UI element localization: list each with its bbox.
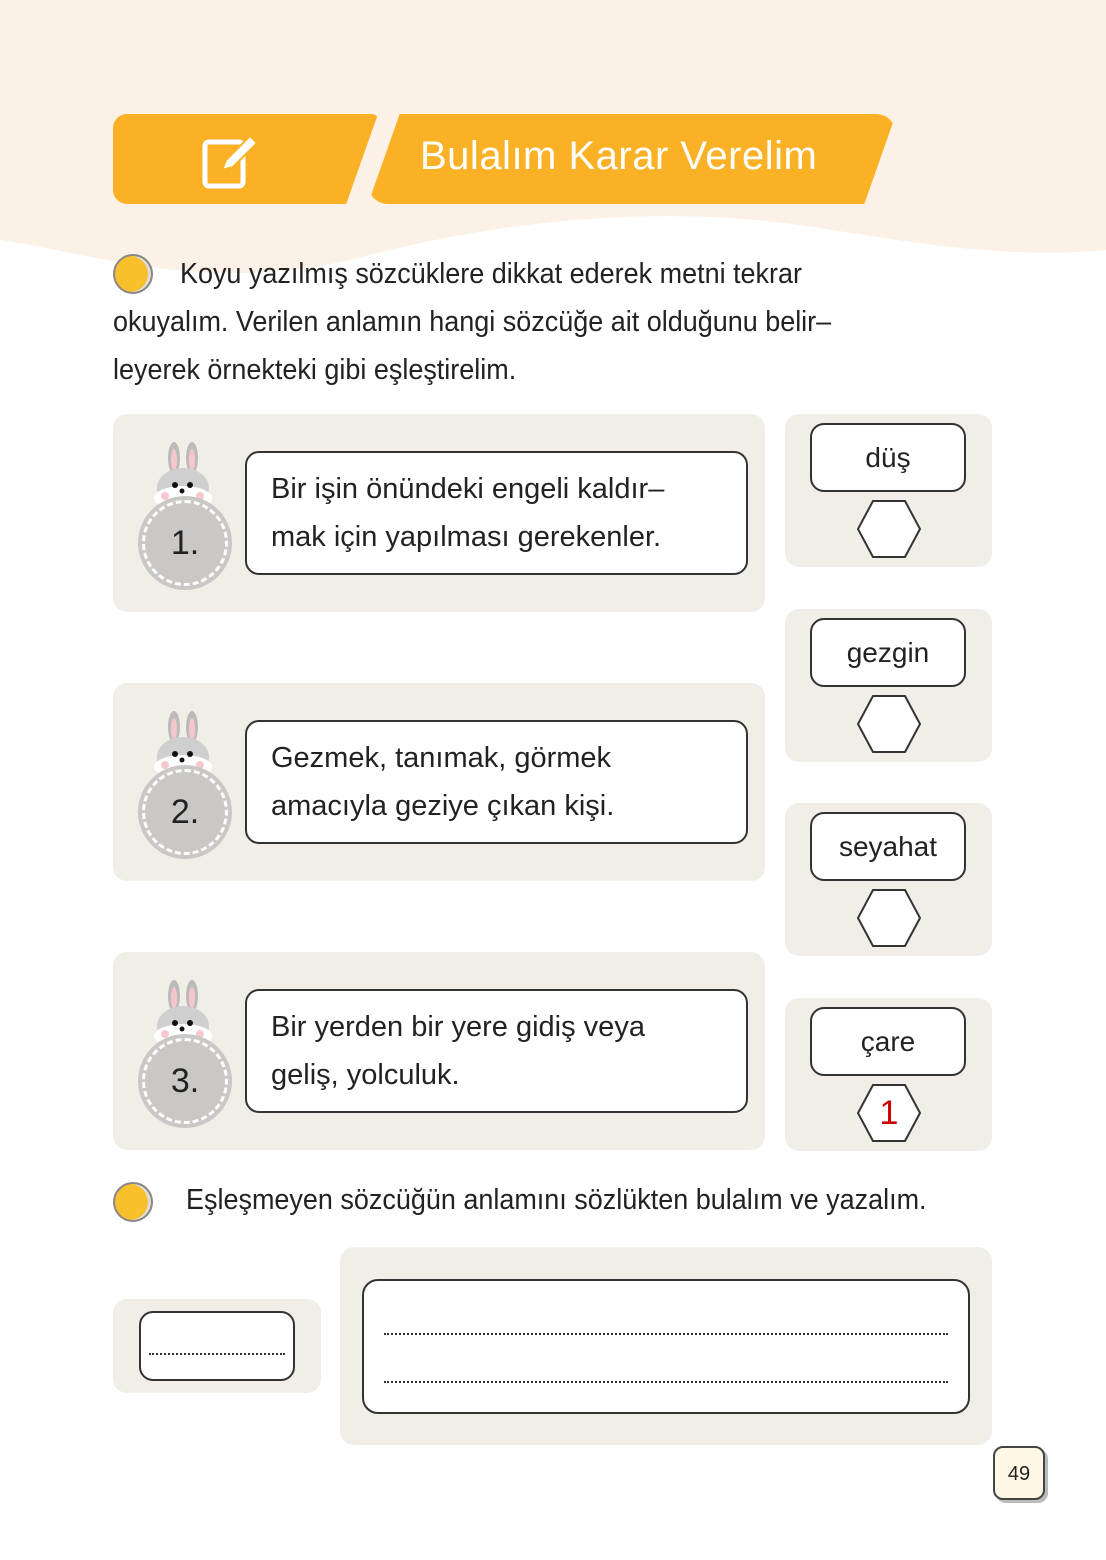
instruction-line: okuyalım. Verilen anlamın hangi sözcüğe ait olduğunu belir– bbox=[113, 306, 832, 338]
hexagon-answer-box[interactable] bbox=[857, 695, 921, 753]
word-box: gezgin bbox=[810, 618, 966, 687]
definition-line: Bir işin önündeki engeli kaldır– bbox=[271, 473, 665, 505]
hexagon-answer-box[interactable] bbox=[857, 500, 921, 558]
page-number: 49 bbox=[993, 1446, 1045, 1500]
item-number: 1. bbox=[142, 500, 228, 586]
definition-box bbox=[245, 451, 748, 575]
bullet-icon bbox=[113, 1182, 153, 1222]
definition-line: mak için yapılması gerekenler. bbox=[271, 521, 662, 553]
answer-number: 1 bbox=[879, 1094, 899, 1132]
answer-definition-field[interactable] bbox=[362, 1279, 970, 1414]
instruction-2: Eşleşmeyen sözcüğün anlamını sözlükten bulalım ve yazalım. bbox=[186, 1184, 927, 1216]
definition-box bbox=[245, 989, 748, 1113]
word-box: düş bbox=[810, 423, 966, 492]
hexagon-answer-box[interactable] bbox=[857, 889, 921, 947]
definition-line: Bir yerden bir yere gidiş veya bbox=[271, 1011, 645, 1043]
instruction-2-wrap bbox=[186, 1176, 986, 1224]
definition-line: geliş, yolculuk. bbox=[271, 1059, 460, 1091]
instruction-line: leyerek örnekteki gibi eşleştirelim. bbox=[113, 354, 517, 386]
definition-line: amacıyla geziye çıkan kişi. bbox=[271, 790, 615, 822]
definition-line: Gezmek, tanımak, görmek bbox=[271, 742, 612, 774]
edit-icon bbox=[200, 130, 260, 190]
item-number: 2. bbox=[142, 769, 228, 855]
instruction-line: Koyu yazılmış sözcüklere dikkat ederek metni tekrar bbox=[179, 258, 803, 290]
item-number: 3. bbox=[142, 1038, 228, 1124]
instruction-text bbox=[113, 250, 993, 394]
page-title: Bulalım Karar Verelim bbox=[420, 134, 818, 178]
word-box: çare bbox=[810, 1007, 966, 1076]
answer-word-field[interactable] bbox=[139, 1311, 295, 1381]
definition-box bbox=[245, 720, 748, 844]
word-box: seyahat bbox=[810, 812, 966, 881]
